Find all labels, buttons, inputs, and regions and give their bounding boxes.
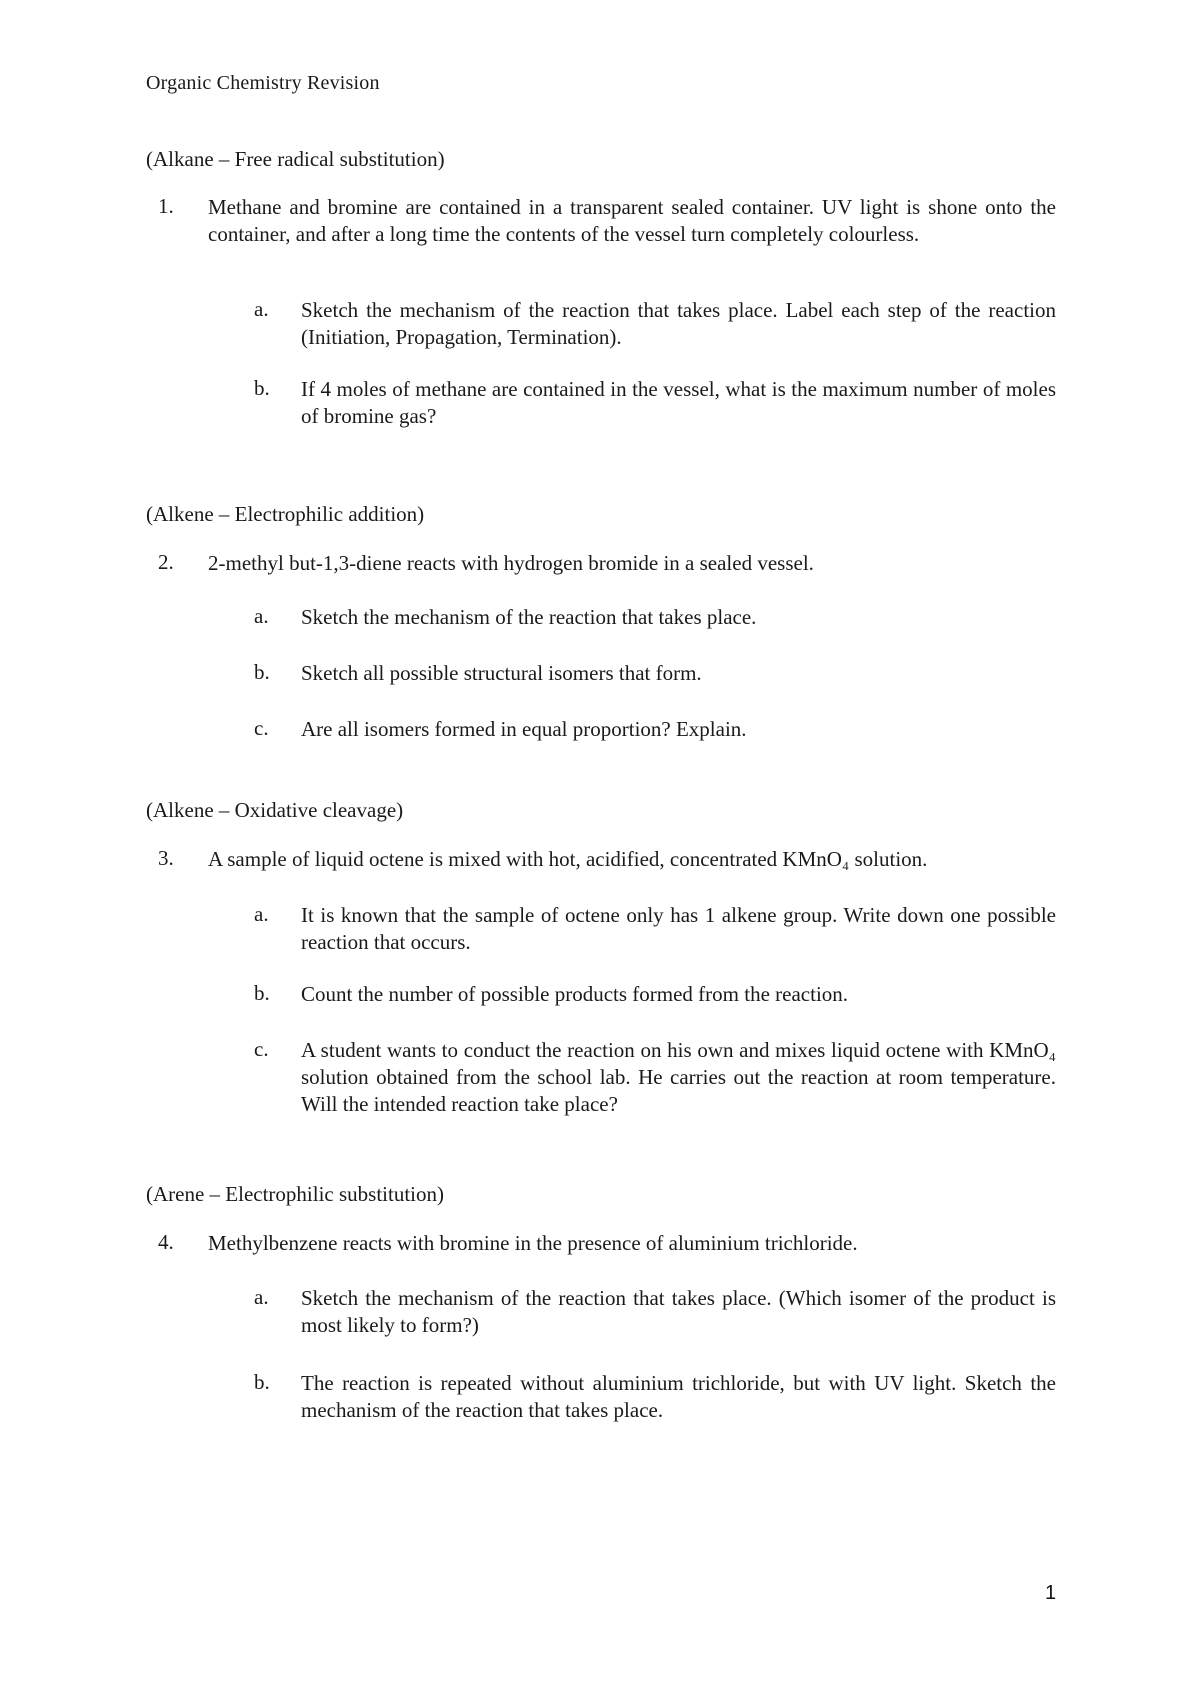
part-text: It is known that the sample of octene only has 1 alkene group. Write down one possible reaction that occurs. bbox=[301, 903, 1056, 954]
part-text: If 4 moles of methane are contained in the vessel, what is the maximum number of moles of bromine gas? bbox=[301, 377, 1056, 428]
part-text: The reaction is repeated without aluminium trichloride, but with UV light. Sketch the mechanism of the reaction that takes place. bbox=[301, 1371, 1056, 1422]
part-letter: a. bbox=[254, 1285, 269, 1309]
question-number: 4. bbox=[158, 1230, 174, 1254]
part-letter: a. bbox=[254, 902, 269, 926]
section-heading: (Alkene – Oxidative cleavage) bbox=[146, 798, 404, 822]
part-text: Sketch the mechanism of the reaction that takes place. (Which isomer of the product is most likely to form?) bbox=[301, 1286, 1056, 1337]
part-letter: a. bbox=[254, 604, 269, 628]
question-text: 2-methyl but-1,3-diene reacts with hydrogen bromide in a sealed vessel. bbox=[208, 551, 814, 575]
question-text: A sample of liquid octene is mixed with hot, acidified, concentrated KMnO₄ solution. bbox=[208, 847, 928, 871]
part-letter: b. bbox=[254, 981, 270, 1005]
part-text: Count the number of possible products formed from the reaction. bbox=[301, 982, 849, 1006]
part-text: Sketch the mechanism of the reaction that takes place. Label each step of the reaction (Initiation, Propagation, Termination). bbox=[301, 298, 1056, 349]
part-letter: c. bbox=[254, 1037, 269, 1061]
section-heading: (Alkene – Electrophilic addition) bbox=[146, 502, 425, 526]
part-text: A student wants to conduct the reaction on his own and mixes liquid octene with KMnO₄ solution obtained from the school lab. He carries out the reaction at room temperature. Will the intended reaction take place? bbox=[301, 1038, 1056, 1116]
question-text: Methylbenzene reacts with bromine in the presence of aluminium trichloride. bbox=[208, 1231, 858, 1255]
part-letter: b. bbox=[254, 660, 270, 684]
part-letter: c. bbox=[254, 716, 269, 740]
section-heading: (Alkane – Free radical substitution) bbox=[146, 147, 445, 171]
section-heading: (Arene – Electrophilic substitution) bbox=[146, 1182, 445, 1206]
question-number: 3. bbox=[158, 846, 174, 870]
question-number: 2. bbox=[158, 550, 174, 574]
question-text: Methane and bromine are contained in a transparent sealed container. UV light is shone onto the container, and after a long time the contents of the vessel turn completely colourless. bbox=[208, 195, 1056, 246]
part-text: Sketch the mechanism of the reaction that takes place. bbox=[301, 605, 757, 629]
part-letter: b. bbox=[254, 376, 270, 400]
page-number: 1 bbox=[1045, 1582, 1057, 1604]
part-text: Are all isomers formed in equal proportion? Explain. bbox=[301, 717, 747, 741]
question-number: 1. bbox=[158, 194, 174, 218]
part-letter: a. bbox=[254, 297, 269, 321]
part-text: Sketch all possible structural isomers that form. bbox=[301, 661, 702, 685]
page-header: Organic Chemistry Revision bbox=[146, 72, 380, 94]
part-letter: b. bbox=[254, 1370, 270, 1394]
